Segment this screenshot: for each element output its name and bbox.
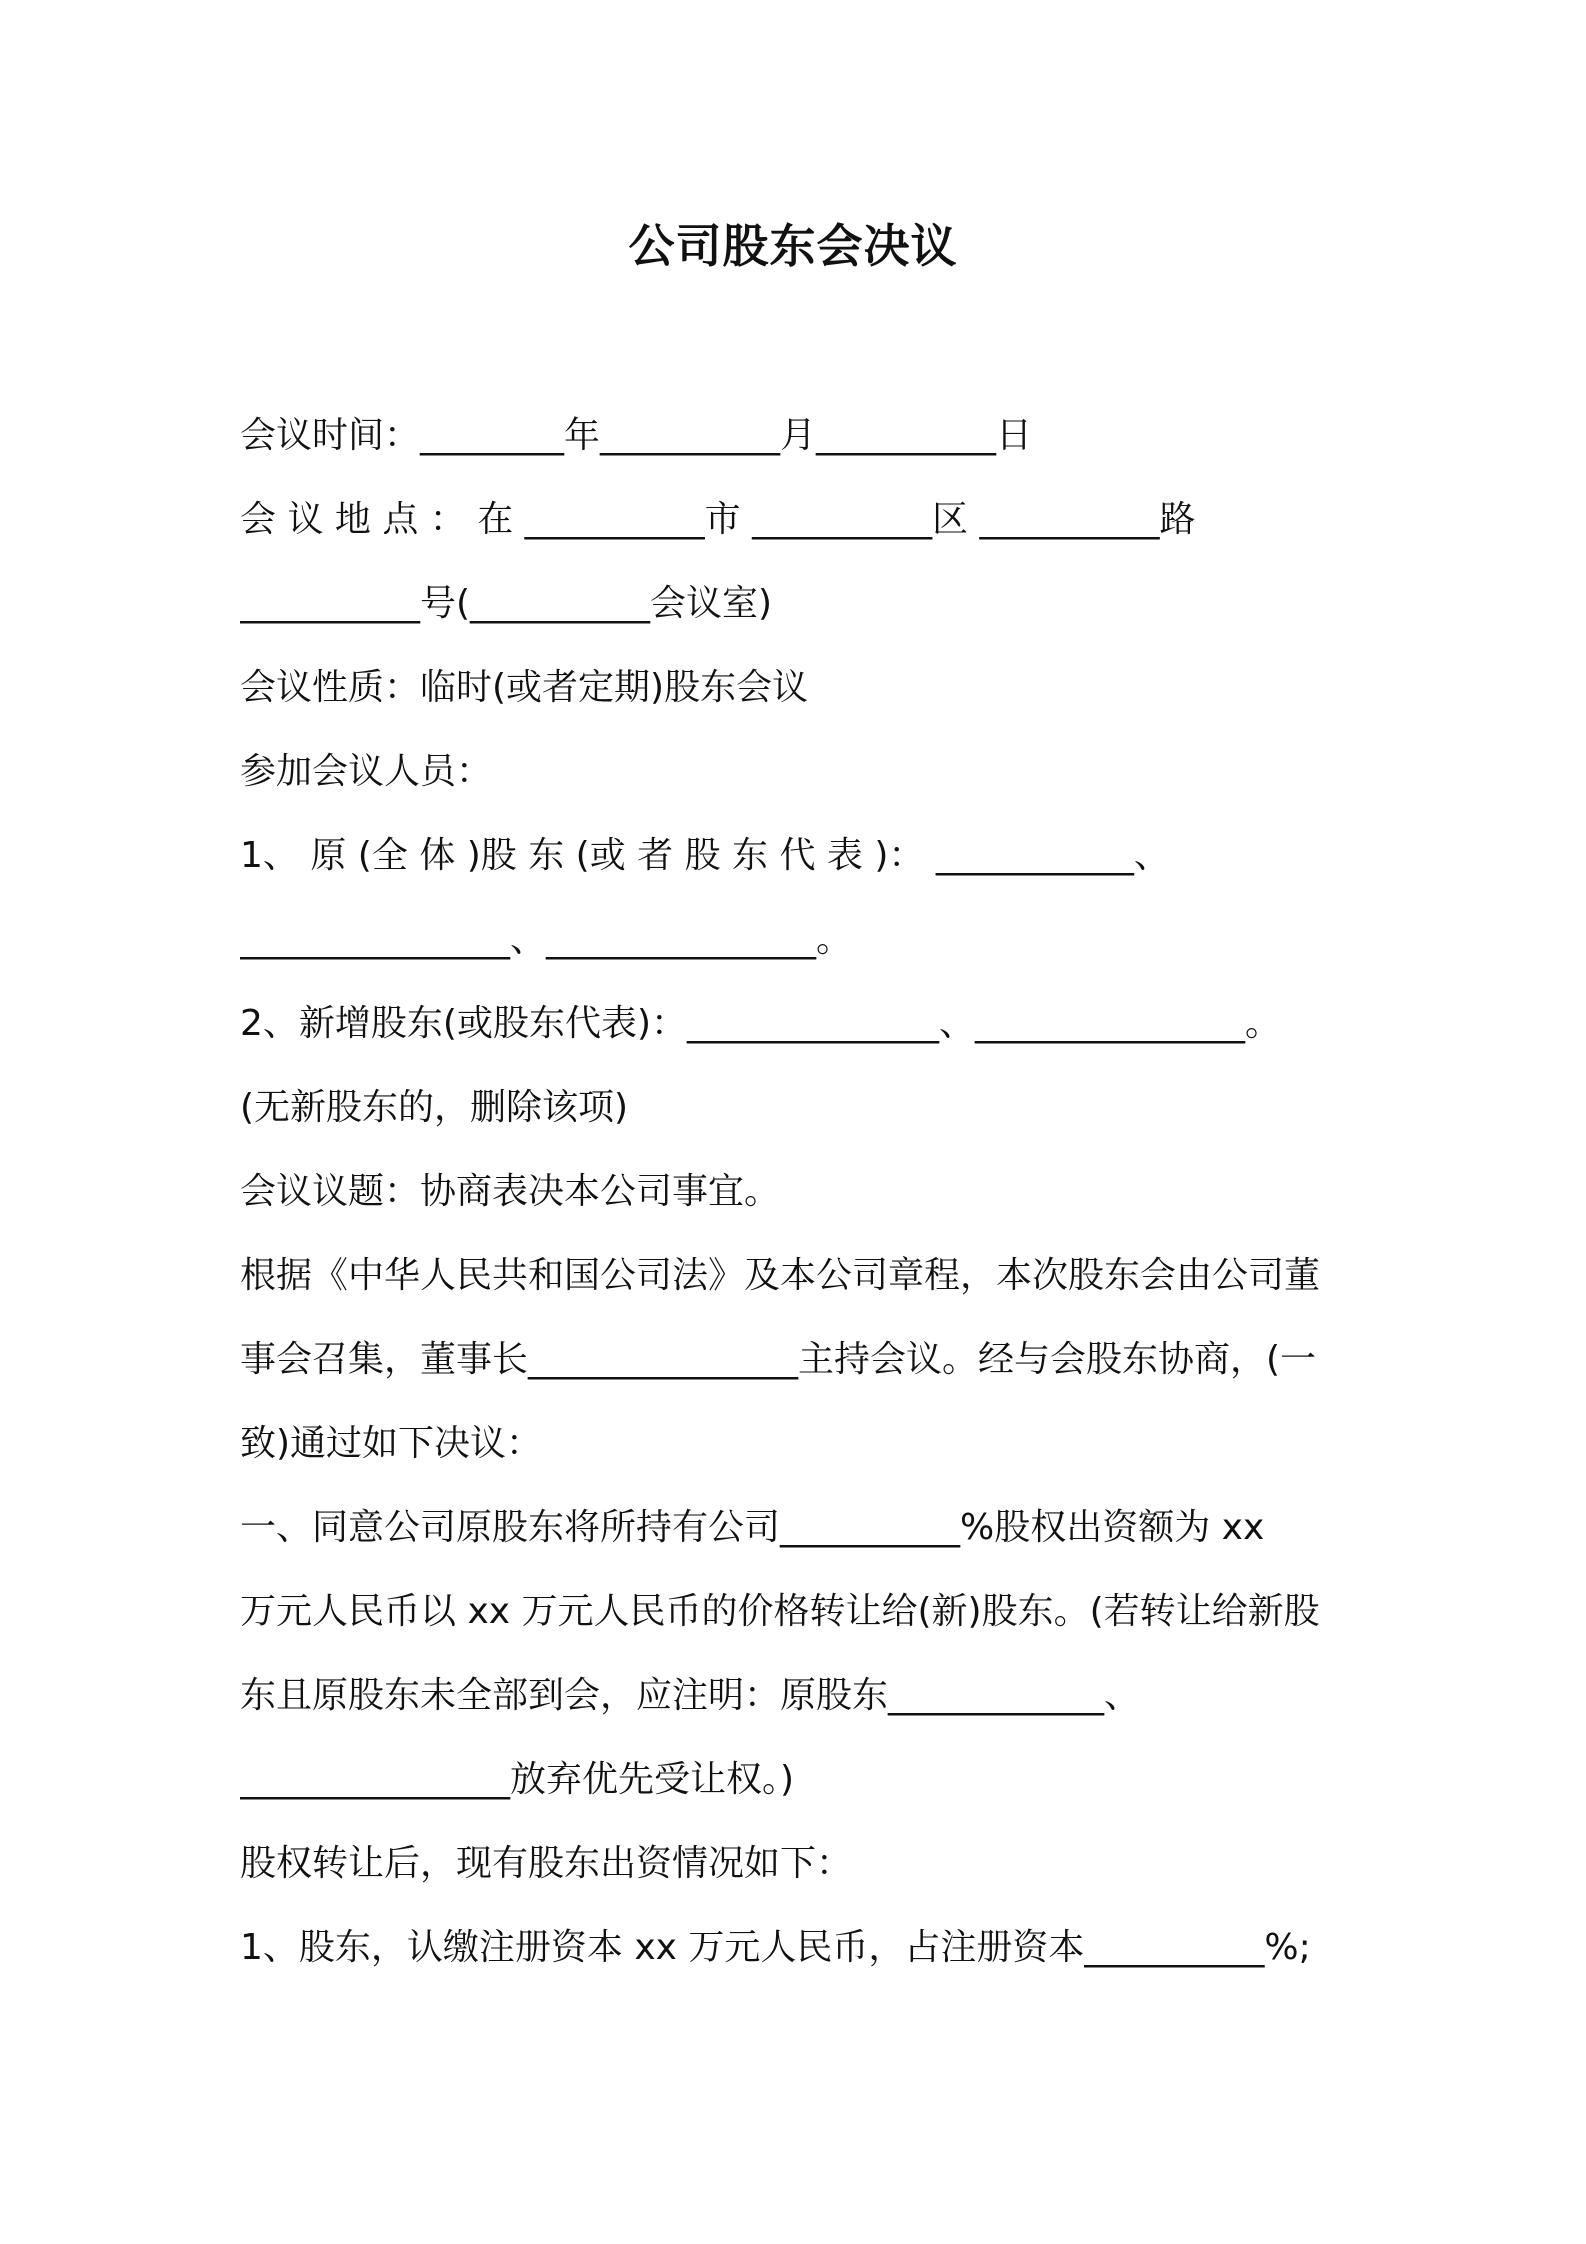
attendees-heading: 参加会议人员： [240, 751, 493, 792]
post-transfer-heading: 股权转让后，现有股东出资情况如下： [240, 1843, 853, 1884]
resolution-one-line-4: _______________放弃优先受让权。) [240, 1759, 795, 1800]
new-shareholders-line: 2、新增股东(或股东代表)：______________、_______________。 [240, 1003, 1281, 1044]
basis-paragraph-line-1: 根据《中华人民共和国公司法》及本公司章程，本次股东会由公司董 [240, 1255, 1321, 1296]
meeting-topic-line: 会议议题：协商表决本公司事宜。 [240, 1171, 781, 1212]
basis-paragraph-line-3: 致)通过如下决议： [240, 1423, 543, 1464]
meeting-location-line: 会 议 地 点 ： 在 __________市 __________区 __________路 [240, 499, 1196, 540]
resolution-one-line-2: 万元人民币以 xx 万元人民币的价格转让给(新)股东。(若转让给新股 [240, 1591, 1320, 1632]
shareholder-contribution-line: 1、股东，认缴注册资本 xx 万元人民币，占注册资本__________%; [240, 1927, 1311, 1968]
resolution-one-line-3: 东且原股东未全部到会，应注明：原股东____________、 [240, 1675, 1141, 1716]
original-shareholders-line-2: _______________、_______________。 [240, 919, 852, 960]
meeting-nature-line: 会议性质：临时(或者定期)股东会议 [240, 667, 809, 708]
new-shareholders-note: (无新股东的，删除该项) [240, 1087, 629, 1128]
resolution-one-line-1: 一、同意公司原股东将所持有公司__________%股权出资额为 xx [240, 1507, 1265, 1548]
original-shareholders-line: 1、 原 (全 体 )股 东 (或 者 股 东 代 表 )： ___________、 [240, 835, 1170, 876]
document-title: 公司股东会决议 [628, 219, 958, 273]
meeting-time-line: 会议时间：________年__________月__________日 [240, 415, 1033, 456]
basis-paragraph-line-2: 事会召集，董事长_______________主持会议。经与会股东协商，(一 [240, 1339, 1317, 1380]
meeting-location-line-2: __________号(__________会议室) [240, 583, 773, 624]
